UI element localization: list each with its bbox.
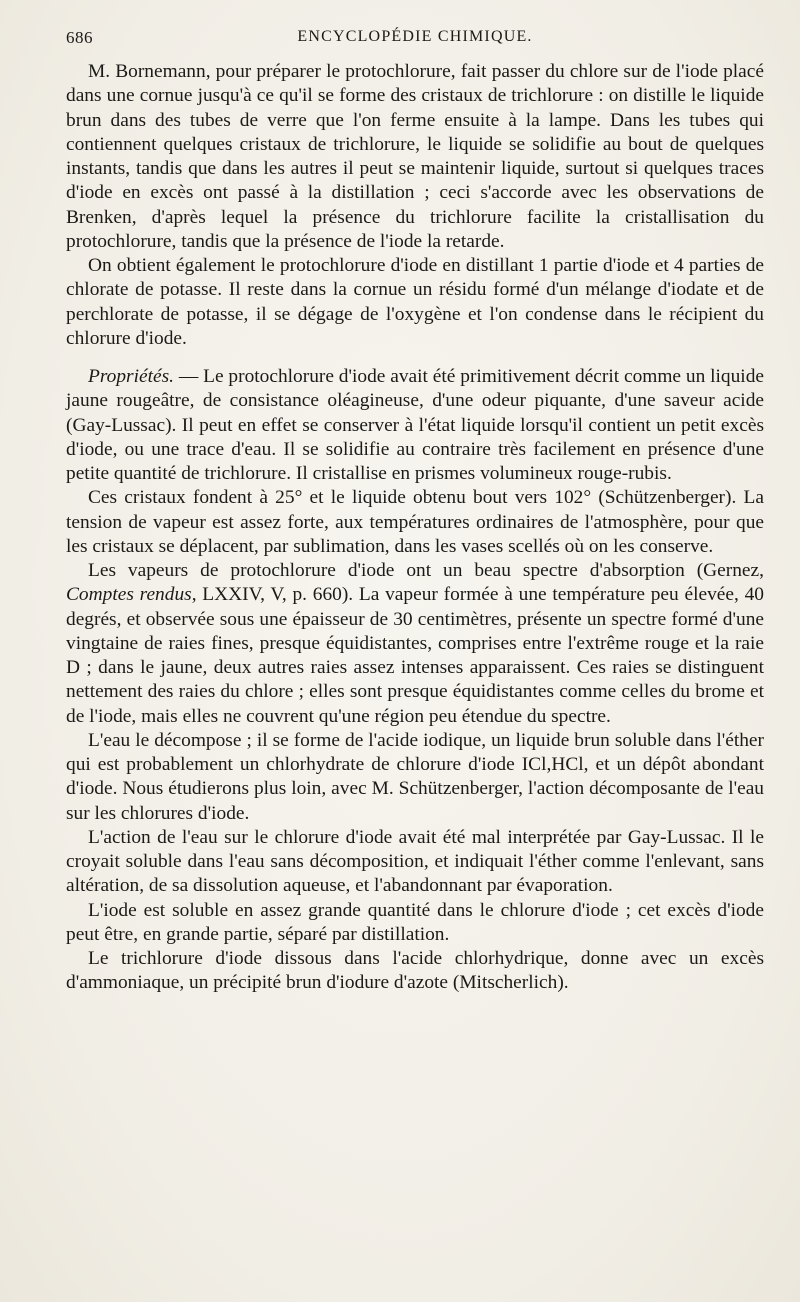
paragraph-text: Le trichlorure d'iode dissous dans l'acide chlorhydrique, donne avec un excès d'ammoniaque, un précipité brun d'iodure d'azote (Mitscherlich). — [66, 948, 764, 994]
paragraph-trichlorure — [66, 947, 764, 996]
paragraph-text: L'action de l'eau sur le chlorure d'iode avait été mal interprétée par Gay-Lussac. Il le croyait soluble dans l'eau sans décomposition, et indiquait l'éther comme l'enlevant, sans altération, de sa dissolution aqueuse, et l'abandonnant par évaporation. — [66, 826, 764, 897]
paragraph-text: — Le protochlorure d'iode avait été primitivement décrit comme un liquide jaune rougeâtre, de consistance oléagineuse, d'une odeur piquante, d'une saveur acide (Gay-Lussac). Il peut en effet se conserver à l'état liquide lorsqu'il contient un petit excès d'iode, ou une trace d'eau. Il se solidifie au contraire très facilement en présence d'une petite quantité de trichlorure. Il cristallise en prismes volumineux rouge-rubis. — [66, 366, 764, 484]
section-lead: Propriétés. — [88, 366, 174, 387]
paragraph-crystals — [66, 486, 764, 559]
paragraph-bornemann — [66, 60, 764, 254]
paragraph-text: Les vapeurs de protochlorure d'iode ont un beau spectre d'absorption (Gernez, — [88, 560, 764, 581]
paragraph-text: , LXXIV, V, p. 660). La vapeur formée à une température peu élevée, 40 degrés, et observée sous une épaisseur de 30 centimètres, présente un spectre formé d'une vingtaine de raies fines, presque équidistantes, comprises entre l'extrême rouge et la raie D ; dans le jaune, deux autres raies assez intenses apparaissent. Ces raies se distinguent nettement des raies du chlore ; elles sont presque équidistantes comme celles du brome et de l'iode, mais elles ne couvrent qu'une région peu étendue du spectre. — [66, 584, 764, 727]
paragraph-text: On obtient également le protochlorure d'iode en distillant 1 partie d'iode et 4 parties de chlorate de potasse. Il reste dans la cornue un résidu formé d'un mélange d'iodate et de perchlorate de potasse, il se dégage de l'oxygène et l'on condense dans le récipient du chlorure d'iode. — [66, 255, 764, 349]
paragraph-text: L'iode est soluble en assez grande quantité dans le chlorure d'iode ; cet excès d'iode peut être, en grande partie, séparé par distillation. — [66, 899, 764, 945]
page-header — [66, 28, 764, 52]
running-head: ENCYCLOPÉDIE CHIMIQUE. — [297, 28, 533, 45]
paragraph-text: M. Bornemann, pour préparer le protochlorure, fait passer du chlore sur de l'iode placé dans une cornue jusqu'à ce qu'il se forme des cristaux de trichlorure : on distille le liquide brun dans des tubes de verre que l'on ferme ensuite à la lampe. Dans les tubes qui contiennent quelques cristaux de trichlorure, le liquide se solidifie au bout de quelques instants, tandis que dans les autres il peut se maintenir liquide, surtout si quelques traces d'iode en excès ont passé à la distillation ; ceci s'accorde avec les observations de Brenken, d'après lequel la présence du trichlorure facilite la cristallisation du protochlorure, tandis que la présence de l'iode la retarde. — [66, 61, 764, 252]
citation-title: Comptes rendus — [66, 584, 192, 606]
paragraph-water-decomposes — [66, 729, 764, 826]
paragraph-proprietes — [66, 365, 764, 486]
paragraph-spectrum — [66, 559, 764, 729]
paragraph-chlorate-method — [66, 254, 764, 351]
paragraph-text: L'eau le décompose ; il se forme de l'acide iodique, un liquide brun soluble dans l'éther qui est probablement un chlorhydrate de chlorure d'iode ICl,HCl, et un dépôt abondant d'iode. Nous étudierons plus loin, avec M. Schützenberger, l'action décomposante de l'eau sur les chlorures d'iode. — [66, 729, 764, 824]
body-text — [66, 60, 764, 996]
paragraph-text: Ces cristaux fondent à 25° et le liquide obtenu bout vers 102° (Schützenberger). La tension de vapeur est assez forte, aux températures ordinaires de l'atmosphère, pour que les cristaux se déplacent, par sublimation, dans les vases scellés où on les conserve. — [66, 487, 764, 557]
page-number: 686 — [66, 28, 93, 47]
paragraph-iodine-soluble — [66, 899, 764, 948]
paragraph-gay-lussac — [66, 826, 764, 899]
